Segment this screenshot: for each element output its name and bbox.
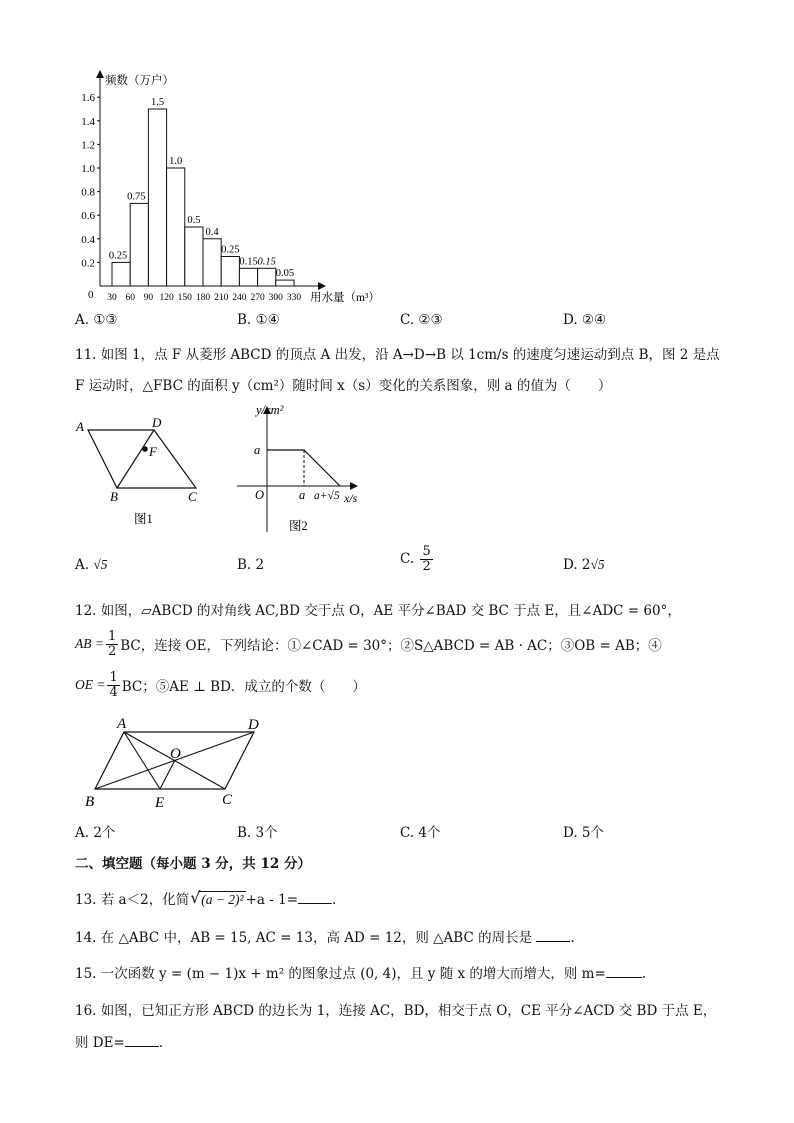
histogram-bar	[185, 227, 203, 286]
x-tick-label: 120	[159, 293, 174, 303]
q15: 15. 一次函数 y = (m − 1)x + m² 的图象过点 (0, 4)，且 y 随 x 的增大而增大，则 m= .	[75, 966, 647, 982]
x-tick-label: 210	[214, 293, 229, 303]
q13: 13. 若 a＜2，化简 √ (a − 2)² +a - 1= .	[75, 888, 337, 908]
q11-line1: 11. 如图 1，点 F 从菱形 ABCD 的顶点 A 出发，沿 A→D→B 以 1cm/s 的速度匀速运动到点 B，图 2 是点	[75, 347, 720, 363]
q10-option-a: A. ①③	[75, 312, 118, 328]
x-axis-label: 用水量（m³）	[310, 292, 380, 304]
x-tick-label: 150	[177, 293, 192, 303]
q14: 14. 在 △ABC 中，AB = 15, AC = 13，高 AD = 12，则 △ABC 的周长是 .	[75, 930, 575, 946]
q13-answer-blank[interactable]	[298, 891, 332, 904]
graph-x-arrow	[350, 482, 358, 490]
bar-data-label: 0.25	[108, 250, 128, 262]
y-tick-label: 1.4	[81, 115, 95, 128]
x-tick-label: 30	[107, 293, 117, 303]
histogram-bar	[112, 262, 130, 286]
x-tick-label: 90	[143, 293, 154, 303]
graph-y-label: y/cm²	[256, 403, 284, 417]
q12-option-a: A. 2个	[75, 825, 116, 841]
graph-x-label: x/s	[344, 491, 358, 505]
y-tick-label: 0.4	[81, 233, 95, 246]
diagonal-bd	[117, 430, 154, 488]
graph-a-x: a	[299, 488, 306, 502]
q16-answer-blank[interactable]	[125, 1034, 159, 1047]
x-tick-label: 330	[286, 293, 302, 303]
graph-a-plus-root5: a+√5	[314, 490, 340, 502]
section-fill-blank-heading: 二、填空题（每小题 3 分，共 12 分）	[75, 856, 311, 872]
bar-data-label: 0.5	[187, 215, 201, 226]
label-a: A	[117, 716, 127, 732]
label-o: O	[170, 746, 181, 762]
bar-data-label: 0.25	[221, 244, 240, 256]
q11-option-d: D. 2√5	[563, 557, 605, 573]
histogram-chart	[60, 66, 400, 312]
graph-origin: O	[255, 488, 265, 502]
bar-data-label: 1.0	[169, 156, 183, 167]
q13-radical: √ (a − 2)²	[190, 888, 244, 907]
q11-option-a: A. √5	[75, 557, 108, 573]
q11-figure-2	[232, 402, 367, 534]
histogram-bars	[81, 92, 301, 303]
figure-1-caption: 图1	[134, 512, 153, 526]
y-tick-label: 1.2	[81, 139, 95, 152]
histogram-bar	[203, 239, 221, 286]
bar-data-label: 0.75	[127, 191, 146, 203]
y-tick-label: 0.8	[81, 186, 95, 199]
point-f	[142, 446, 148, 452]
label-d: D	[248, 717, 259, 733]
y-axis-label: 频数（万户）	[105, 75, 174, 87]
q12-line3: OE = $\frac{1}{4}$ BC；⑤AE ⊥ BD．成立的个数（ ）	[75, 670, 366, 700]
q12-line2: AB = $\frac{1}{2}$ BC，连接 OE，下列结论：①∠CAD = 30°；②S△ABCD = AB · AC；③OB = AB；④	[75, 629, 662, 659]
bar-data-label: 0.15	[239, 256, 258, 268]
segment-ae	[124, 732, 160, 789]
label-e: E	[155, 795, 165, 811]
histogram-bar	[148, 109, 166, 286]
label-b: B	[85, 794, 95, 810]
histogram-bar	[258, 268, 276, 286]
x-tick-label: 180	[195, 293, 211, 303]
y-tick-label: 1.6	[81, 92, 95, 105]
x-tick-label: 270	[250, 293, 265, 303]
histogram-bar	[276, 280, 294, 286]
x-tick-label: 240	[232, 293, 247, 303]
bar-data-label: 1.5	[150, 97, 165, 108]
q12-figure	[80, 712, 270, 812]
histogram-bar	[221, 257, 239, 287]
bar-data-label: 0.15	[257, 256, 276, 268]
q11-option-b: B. 2	[237, 557, 265, 573]
label-a: A	[76, 419, 84, 434]
x-tick-label: 60	[125, 293, 135, 303]
y-tick-label: 0.6	[81, 210, 95, 223]
bar-data-label: 0.05	[275, 268, 295, 280]
q12-option-c: C. 4个	[400, 825, 441, 841]
q12-option-b: B. 3个	[237, 825, 278, 841]
graph-a-y: a	[254, 443, 261, 457]
bar-data-label: 0.4	[205, 226, 219, 238]
rhombus-abcd	[88, 430, 196, 488]
y-axis-arrow	[96, 70, 104, 78]
q11-line2: F 运动时，△FBC 的面积 y（cm²）随时间 x（s）变化的关系图象，则 a 的值为（ ）	[75, 378, 612, 394]
label-f: F	[149, 444, 157, 459]
q15-answer-blank[interactable]	[606, 965, 642, 978]
q10-option-c: C. ②③	[400, 312, 443, 328]
q10-option-d: D. ②④	[563, 312, 607, 328]
label-d: D	[152, 415, 162, 430]
q14-answer-blank[interactable]	[536, 929, 570, 942]
histogram-bar	[130, 203, 148, 286]
q10-option-b: B. ①④	[237, 312, 280, 328]
y-tick-label: 1.0	[81, 163, 95, 175]
q11-figure-1	[70, 412, 210, 530]
histogram-bar	[239, 268, 257, 286]
histogram-bar	[167, 168, 185, 286]
q16-line1: 16. 如图，已知正方形 ABCD 的边长为 1，连接 AC，BD，相交于点 O，CE 平分∠ACD 交 BD 于点 E，	[75, 1003, 717, 1019]
label-c: C	[222, 792, 233, 808]
figure-2-caption: 图2	[289, 519, 308, 533]
q16-line2: 则 DE= .	[75, 1035, 164, 1051]
x-tick-label: 300	[268, 293, 283, 303]
origin-label: 0	[88, 289, 94, 301]
q12-option-d: D. 5个	[563, 825, 605, 841]
label-c: C	[188, 489, 197, 504]
q12-line1: 12. 如图，▱ABCD 的对角线 AC,BD 交于点 O，AE 平分∠BAD 交 BC 于点 E，且∠ADC = 60°，	[75, 603, 681, 619]
label-b: B	[110, 489, 118, 504]
x-axis-arrow	[318, 282, 326, 290]
q11-option-c: C. $\frac{5}{2}$	[400, 544, 431, 574]
y-tick-label: 0.2	[81, 257, 95, 270]
